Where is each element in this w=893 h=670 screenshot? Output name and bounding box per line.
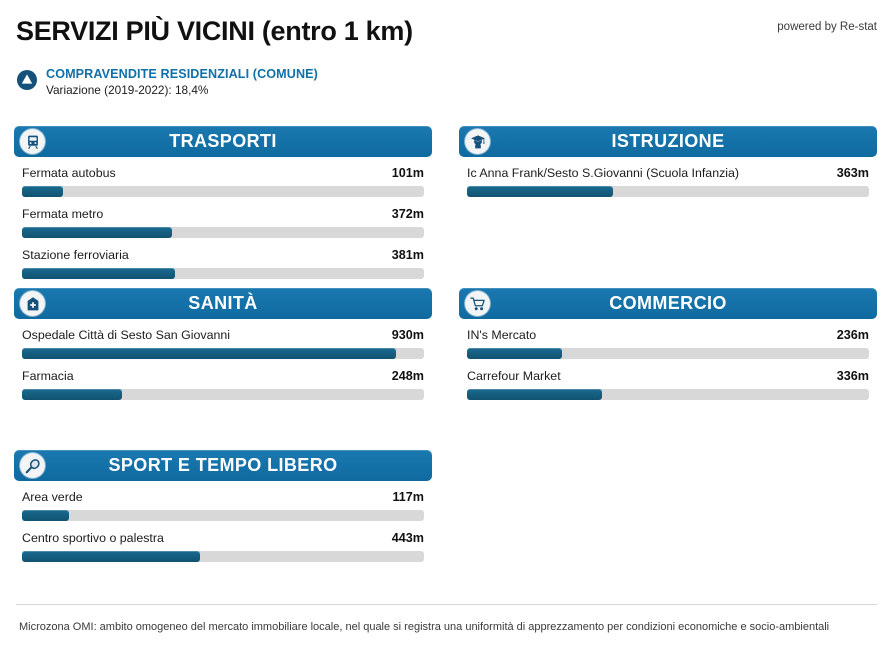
service-label: Stazione ferroviaria <box>22 248 129 262</box>
service-label: Farmacia <box>22 369 74 383</box>
indicator-block <box>16 66 536 106</box>
indicator-title: COMPRAVENDITE RESIDENZIALI (COMUNE) <box>46 67 318 81</box>
category-title: SPORT E TEMPO LIBERO <box>108 455 338 475</box>
category-header[interactable] <box>14 450 432 481</box>
page-title: SERVIZI PIÙ VICINI (entro 1 km) <box>16 16 413 46</box>
distance-bar-fill <box>22 268 175 279</box>
category-header[interactable] <box>459 288 877 319</box>
service-row[interactable] <box>459 325 877 366</box>
distance-bar-track <box>22 551 424 562</box>
category-header[interactable] <box>14 126 432 157</box>
service-row[interactable] <box>14 366 432 407</box>
footnote-text: Microzona OMI: ambito omogeneo del mercato immobiliare locale, nel quale si registra una uniformità di apprezzamento per condizioni economiche e socio-ambientali <box>19 621 830 633</box>
service-label: Fermata metro <box>22 207 104 221</box>
distance-bar-track <box>22 348 424 359</box>
distance-bar-track <box>467 186 869 197</box>
distance-bar-track <box>22 389 424 400</box>
category-card-trasporti <box>14 126 432 286</box>
category-title: ISTRUZIONE <box>611 131 725 151</box>
category-card-sport <box>14 450 432 569</box>
indicator-text <box>46 66 318 98</box>
distance-bar-fill <box>467 389 602 400</box>
distance-bar-fill <box>22 348 396 359</box>
distance-bar-fill <box>22 551 200 562</box>
service-row[interactable] <box>459 163 877 204</box>
distance-bar-fill <box>467 348 562 359</box>
category-header[interactable] <box>459 126 877 157</box>
distance-bar-fill <box>22 227 172 238</box>
distance-bar-fill <box>22 510 69 521</box>
service-distance-value: 101m <box>391 166 424 180</box>
service-distance-value: 443m <box>391 531 424 545</box>
service-row[interactable] <box>14 163 432 204</box>
category-card-commercio <box>459 288 877 407</box>
indicator-subtitle: Variazione (2019-2022): 18,4% <box>46 83 209 97</box>
triangle-circle-logo-icon <box>16 69 38 91</box>
service-label: Ic Anna Frank/Sesto S.Giovanni (Scuola Infanzia) <box>467 166 740 180</box>
service-row[interactable] <box>14 245 432 286</box>
service-label: Ospedale Città di Sesto San Giovanni <box>22 328 231 342</box>
service-distance-value: 336m <box>836 369 869 383</box>
service-list <box>14 325 432 407</box>
distance-bar-fill <box>22 186 63 197</box>
service-distance-value: 363m <box>836 166 869 180</box>
category-card-sanita <box>14 288 432 407</box>
service-row[interactable] <box>14 325 432 366</box>
category-title: SANITÀ <box>188 293 258 313</box>
distance-bar-track <box>467 348 869 359</box>
service-list <box>459 325 877 407</box>
powered-by-label: powered by Re-stat <box>777 21 877 33</box>
service-list <box>14 163 432 286</box>
distance-bar-fill <box>467 186 613 197</box>
service-row[interactable] <box>14 204 432 245</box>
distance-bar-track <box>22 227 424 238</box>
distance-bar-fill <box>22 389 122 400</box>
page-header <box>0 0 893 60</box>
service-row[interactable] <box>14 487 432 528</box>
service-label: Carrefour Market <box>467 369 561 383</box>
category-title: COMMERCIO <box>609 293 727 313</box>
service-distance-value: 930m <box>391 328 424 342</box>
footnote-divider <box>16 604 877 605</box>
category-card-istruzione <box>459 126 877 204</box>
service-row[interactable] <box>459 366 877 407</box>
service-label: Fermata autobus <box>22 166 116 180</box>
service-label: IN's Mercato <box>467 328 537 342</box>
service-distance-value: 381m <box>391 248 424 262</box>
service-distance-value: 117m <box>392 490 424 504</box>
service-distance-value: 248m <box>391 369 424 383</box>
service-list <box>459 163 877 204</box>
distance-bar-track <box>22 268 424 279</box>
service-label: Centro sportivo o palestra <box>22 531 164 545</box>
category-title: TRASPORTI <box>169 131 277 151</box>
distance-bar-track <box>22 186 424 197</box>
service-label: Area verde <box>22 490 83 504</box>
service-distance-value: 372m <box>391 207 424 221</box>
distance-bar-track <box>22 510 424 521</box>
service-row[interactable] <box>14 528 432 569</box>
distance-bar-track <box>467 389 869 400</box>
service-list <box>14 487 432 569</box>
service-distance-value: 236m <box>836 328 869 342</box>
category-header[interactable] <box>14 288 432 319</box>
